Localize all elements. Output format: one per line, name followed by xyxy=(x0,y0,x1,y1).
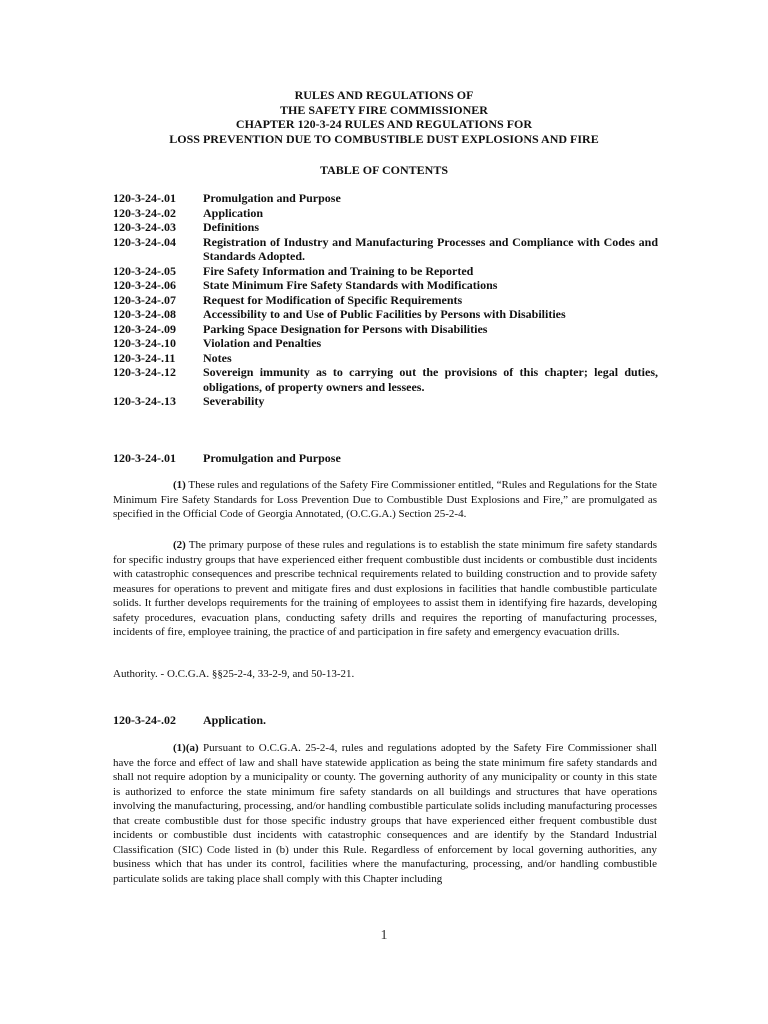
section-heading xyxy=(113,451,341,465)
paragraph xyxy=(113,538,657,640)
toc-heading: TABLE OF CONTENTS xyxy=(319,163,449,177)
toc-entry[interactable] xyxy=(113,264,658,279)
toc-entry-number: 120-3-24-.10 xyxy=(113,336,176,350)
toc-entry-number: 120-3-24-.01 xyxy=(113,191,176,205)
toc-entry-title: Violation and Penalties xyxy=(203,336,322,350)
paragraph-marker: (2) xyxy=(173,539,186,551)
toc-entry-number: 120-3-24-.12 xyxy=(113,365,176,379)
toc-entry-title: Parking Space Designation for Persons with Disabilities xyxy=(203,321,488,336)
paragraph xyxy=(113,478,657,522)
toc-entry[interactable] xyxy=(113,220,658,235)
section-title: Application. xyxy=(203,713,267,727)
section-number: 120-3-24-.02 xyxy=(113,713,176,727)
section-number: 120-3-24-.01 xyxy=(113,451,176,465)
toc-entry-title: Definitions xyxy=(203,220,260,234)
paragraph-marker: (1) xyxy=(173,479,186,491)
header-line: CHAPTER 120-3-24 RULES AND REGULATIONS FOR xyxy=(235,117,533,131)
document-header xyxy=(0,88,768,146)
header-line: LOSS PREVENTION DUE TO COMBUSTIBLE DUST EXPLOSIONS AND FIRE xyxy=(169,131,599,146)
toc-entry-number: 120-3-24-.09 xyxy=(113,321,176,336)
authority-citation: Authority. - O.C.G.A. §§25-2-4, 33-2-9, and 50-13-21. xyxy=(113,668,355,680)
toc-entry-number: 120-3-24-.04 xyxy=(113,234,176,249)
toc-entry-number: 120-3-24-.08 xyxy=(113,307,176,321)
toc-entry[interactable] xyxy=(113,191,658,206)
toc-entry[interactable] xyxy=(113,206,658,221)
toc-entry-number: 120-3-24-.05 xyxy=(113,263,176,278)
paragraph-text: The primary purpose of these rules and regulations is to establish the state minimum fire safety standards for specific industry groups that have experienced either frequent combustible dust incidents or combustible dust incidents with catastrophic consequences and prescribe technical requirements related to building construction and to provide safety measures for operations to prevent and mitigate fires and dust explosions in facilities that handle combustible particulate solids. It further develops requirements for the training of employees to assist them in identifying fire hazards, developing safety procedures, evacuation plans, conducting safety drills and requires the reporting of manufacturing processes, incidents of fire, employee training, the practice of and participation in fire safety and emergency evacuation drills. xyxy=(113,539,657,638)
paragraph-text: These rules and regulations of the Safety Fire Commissioner entitled, “Rules and Regulations for the State Minimum Fire Safety Standards for Loss Prevention Due to Combustible Dust Explosions and Fire,” are promulgated as specified in the Official Code of Georgia Annotated, (O.C.G.A.) Section 25-2-4. xyxy=(113,479,657,520)
toc-entry-number: 120-3-24-.02 xyxy=(113,205,176,220)
toc-entry[interactable] xyxy=(113,394,658,409)
toc-entry-title: Notes xyxy=(203,350,232,365)
toc-entry[interactable] xyxy=(113,365,658,394)
table-of-contents xyxy=(113,191,658,409)
toc-entry-title: Fire Safety Information and Training to be Reported xyxy=(203,263,474,278)
toc-entry-title: Application xyxy=(203,205,264,220)
toc-entry-title: Sovereign immunity as to carrying out the provisions of this chapter; legal duties, obligations, of property owners and lessees. xyxy=(203,365,658,394)
section-title: Promulgation and Purpose xyxy=(203,451,341,465)
paragraph-text: Pursuant to O.C.G.A. 25-2-4, rules and regulations adopted by the Safety Fire Commissioner shall have the force and effect of law and shall have statewide application as being the state minimum fire safety standards and shall not require adoption by a municipality or county. The governing authority of any municipality or county in this state is authorized to enforce the state minimum fire safety standards on all buildings and structures that have operations involving the manufacturing, processing, and/or handling combustible particulate solids including manufacturing processes that create combustible dust for those specific industry groups that have experienced either frequent combustible dust incidents or combustible dust incidents with catastrophic consequences and are identify by the Standard Industrial Classification (SIC) Code listed in (b) under this Rule. Regardless of enforcement by local governing authorities, any business which that has under its control, facilities where the manufacturing, processing, and/or handling combustible particulate solids are taking place shall comply with this Chapter including xyxy=(113,742,657,885)
toc-entry[interactable] xyxy=(113,322,658,337)
toc-entry-title: Registration of Industry and Manufacturing Processes and Compliance with Codes and Standards Adopted. xyxy=(203,234,658,263)
toc-entry-title: Severability xyxy=(203,394,265,408)
toc-entry[interactable] xyxy=(113,278,658,293)
toc-entry[interactable] xyxy=(113,351,658,366)
toc-entry-number: 120-3-24-.06 xyxy=(113,278,176,292)
toc-entry[interactable] xyxy=(113,235,658,264)
page-number: 1 xyxy=(380,928,388,943)
section-heading xyxy=(113,713,266,727)
toc-entry-title: Request for Modification of Specific Requirements xyxy=(203,292,463,307)
toc-entry[interactable] xyxy=(113,336,658,351)
toc-entry-number: 120-3-24-.11 xyxy=(113,350,176,365)
toc-entry[interactable] xyxy=(113,307,658,322)
toc-entry-number: 120-3-24-.07 xyxy=(113,292,176,307)
toc-entry-title: State Minimum Fire Safety Standards with Modifications xyxy=(203,278,498,292)
toc-entry-title: Promulgation and Purpose xyxy=(203,191,341,205)
header-line: THE SAFETY FIRE COMMISSIONER xyxy=(280,102,488,117)
toc-entry[interactable] xyxy=(113,293,658,308)
paragraph xyxy=(113,741,657,886)
toc-entry-number: 120-3-24-.03 xyxy=(113,220,176,234)
header-line: RULES AND REGULATIONS OF xyxy=(294,88,474,102)
paragraph-marker: (1)(a) xyxy=(173,742,199,754)
toc-entry-title: Accessibility to and Use of Public Facilities by Persons with Disabilities xyxy=(203,307,566,321)
toc-entry-number: 120-3-24-.13 xyxy=(113,394,176,408)
